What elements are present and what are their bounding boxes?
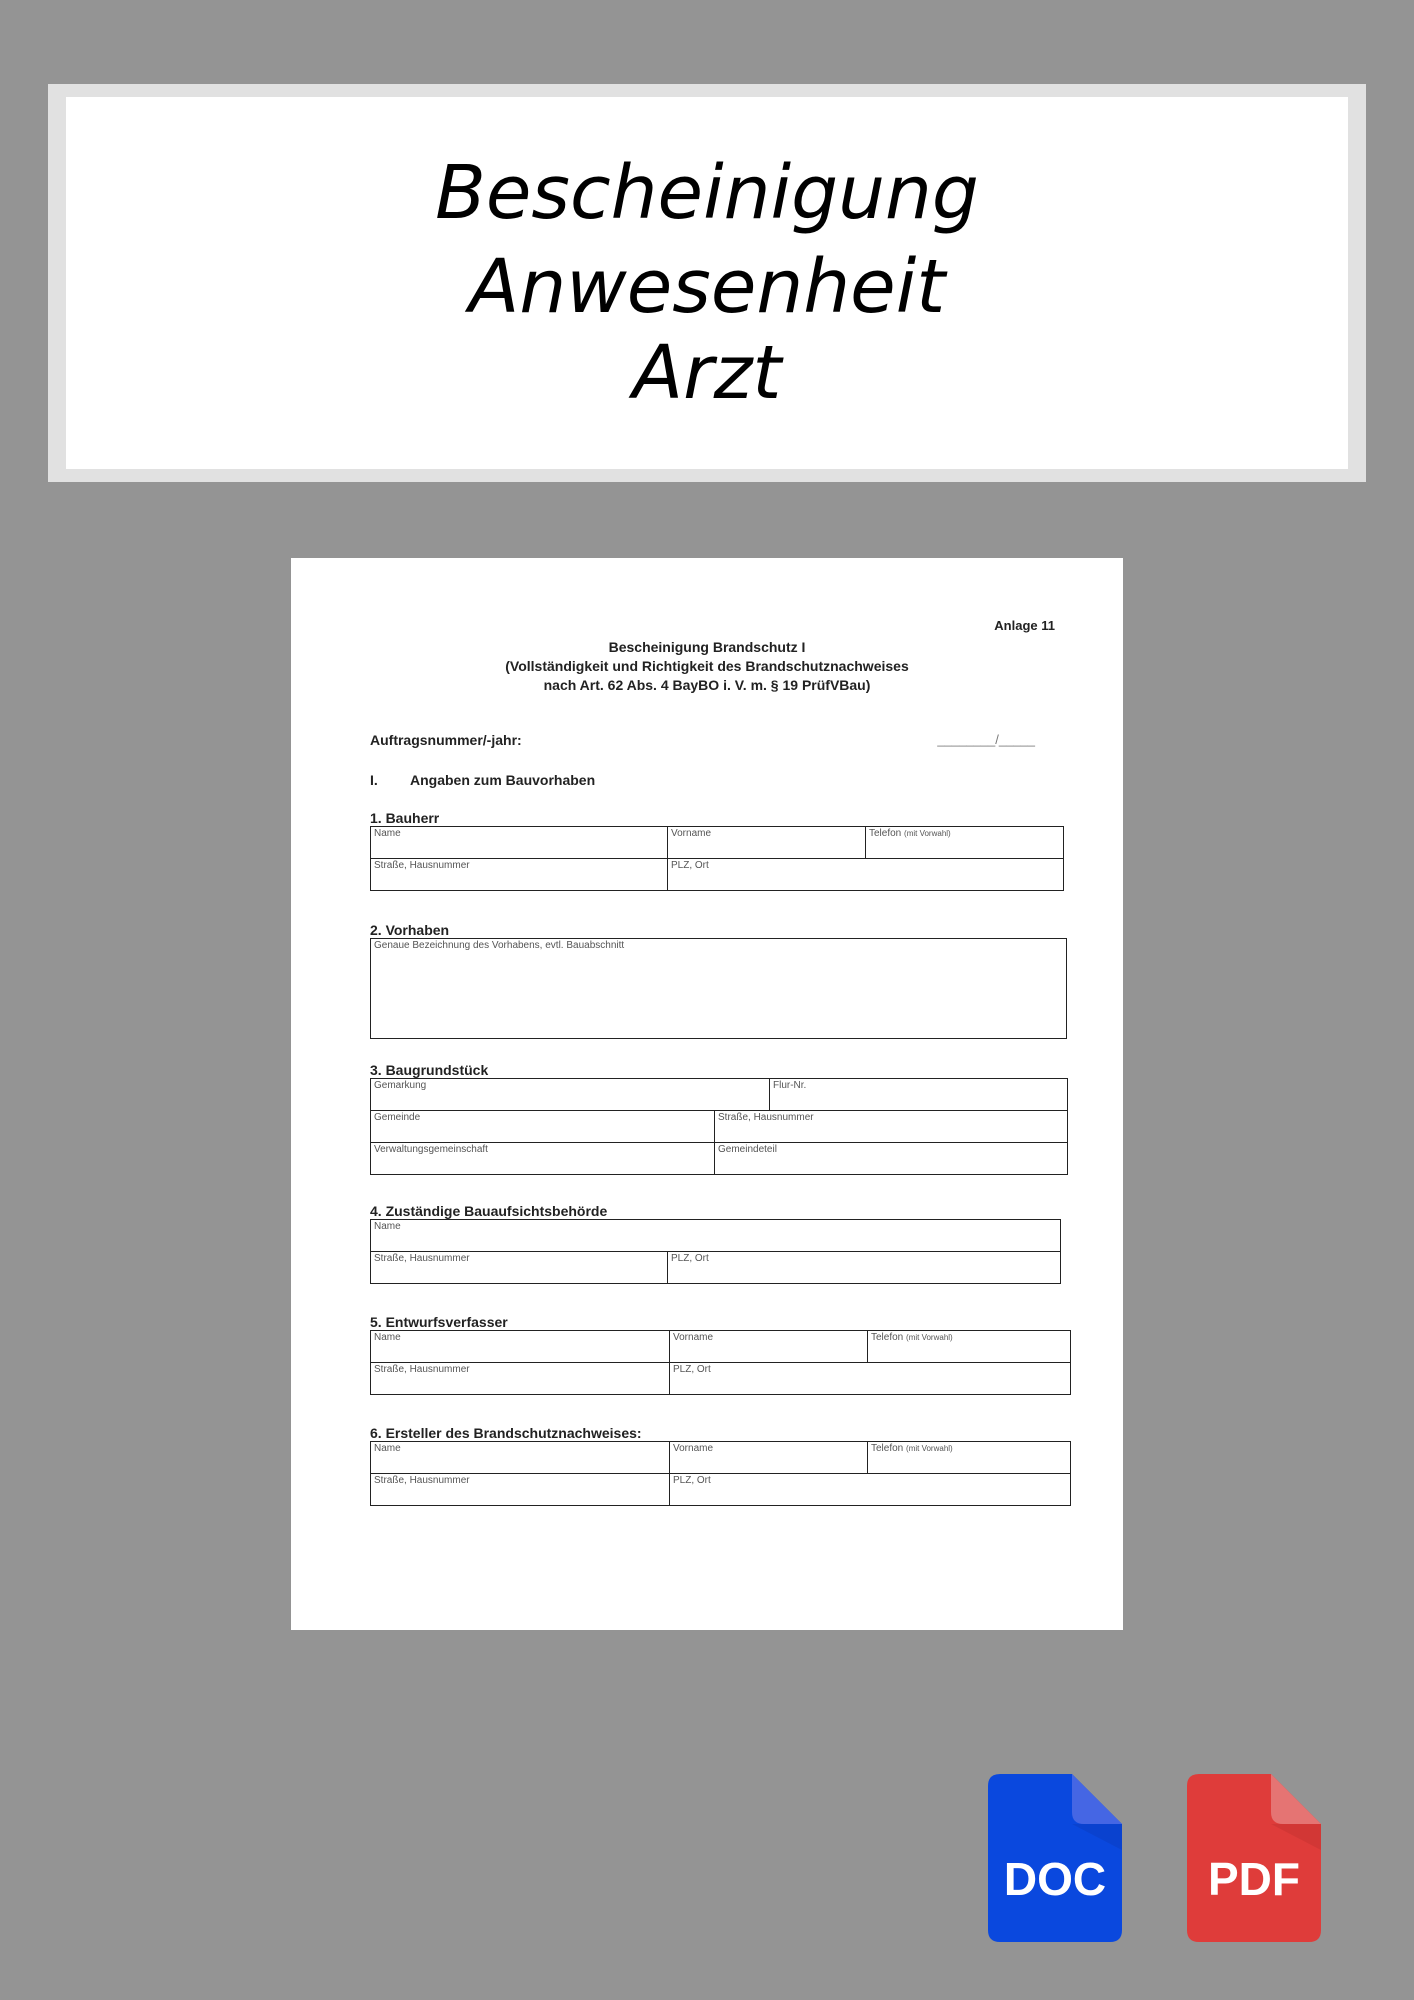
section-bauherr (370, 810, 1064, 891)
title-banner-inner (66, 97, 1348, 469)
field-flur-nr[interactable] (770, 1079, 1068, 1111)
field-label: Name (374, 1443, 401, 1454)
field-name[interactable] (371, 827, 668, 859)
document-preview[interactable] (291, 558, 1123, 1630)
section-vorhaben (370, 922, 1067, 1039)
field-gemeinde[interactable] (371, 1111, 715, 1143)
field-plz-ort[interactable] (668, 859, 1064, 891)
field-label: PLZ, Ort (671, 1253, 709, 1264)
field-hint: (mit Vorwahl) (906, 1333, 953, 1342)
part-title: Angaben zum Bauvorhaben (410, 772, 596, 788)
document-title (291, 638, 1123, 695)
field-label: Straße, Hausnummer (374, 1364, 470, 1375)
vorhaben-table (370, 938, 1067, 1039)
bauaufsicht-table (370, 1219, 1061, 1284)
pdf-label: PDF (1208, 1853, 1300, 1905)
section-title: 6. Ersteller des Brandschutznachweises: (370, 1425, 642, 1441)
field-label: Vorname (671, 828, 712, 839)
field-vorname[interactable] (670, 1442, 868, 1474)
field-label: Genaue Bezeichnung des Vorhabens, evtl. Bauabschnitt (374, 940, 625, 951)
section-baugrundstueck (370, 1062, 1068, 1175)
field-label: Straße, Hausnummer (374, 1253, 470, 1264)
field-label: Name (374, 1221, 401, 1232)
section-title: 5. Entwurfsverfasser (370, 1314, 508, 1330)
field-label: Flur-Nr. (773, 1080, 807, 1091)
doc-label: DOC (1003, 1853, 1107, 1905)
field-hint: (mit Vorwahl) (906, 1444, 953, 1453)
field-name[interactable] (371, 1442, 670, 1474)
field-label: Vorname (673, 1332, 714, 1343)
field-plz-ort[interactable] (670, 1474, 1071, 1506)
order-number-label: Auftragsnummer/-jahr: (370, 732, 522, 748)
field-vorhaben-bezeichnung[interactable] (371, 939, 1067, 1039)
document-title-line-3: nach Art. 62 Abs. 4 BayBO i. V. m. § 19 PrüfVBau) (543, 677, 871, 693)
download-pdf-button[interactable] (1187, 1774, 1321, 1942)
field-name[interactable] (371, 1331, 670, 1363)
title-line-3: Arzt (632, 330, 782, 416)
field-verwaltungsgemeinschaft[interactable] (371, 1143, 715, 1175)
section-title: 3. Baugrundstück (370, 1062, 489, 1078)
field-label: Straße, Hausnummer (374, 860, 470, 871)
field-label: Straße, Hausnummer (718, 1112, 814, 1123)
field-plz-ort[interactable] (668, 1252, 1061, 1284)
field-label: Telefon (871, 1332, 904, 1343)
section-title: 2. Vorhaben (370, 922, 450, 938)
field-gemeindeteil[interactable] (715, 1143, 1068, 1175)
document-title-line-2: (Vollständigkeit und Richtigkeit des Brandschutznachweises (505, 658, 909, 674)
field-label: Telefon (871, 1443, 904, 1454)
field-gemarkung[interactable] (371, 1079, 770, 1111)
baugrundstueck-table (370, 1078, 1068, 1175)
field-strasse[interactable] (371, 859, 668, 891)
field-vorname[interactable] (668, 827, 866, 859)
section-entwurfsverfasser (370, 1314, 1071, 1395)
field-label: Telefon (869, 828, 902, 839)
section-title: 1. Bauherr (370, 810, 440, 826)
field-telefon[interactable] (868, 1442, 1071, 1474)
field-hint: (mit Vorwahl) (904, 829, 951, 838)
field-label: Name (374, 1332, 401, 1343)
field-label: Straße, Hausnummer (374, 1475, 470, 1486)
field-label: Gemarkung (374, 1080, 427, 1091)
field-vorname[interactable] (670, 1331, 868, 1363)
field-label: Gemeinde (374, 1112, 421, 1123)
field-strasse[interactable] (371, 1474, 670, 1506)
section-title: 4. Zuständige Bauaufsichtsbehörde (370, 1203, 608, 1219)
title-banner (48, 84, 1366, 482)
field-label: PLZ, Ort (671, 860, 709, 871)
part-number: I. (370, 772, 378, 788)
field-label: Name (374, 828, 401, 839)
section-ersteller-brandschutznachweis (370, 1425, 1071, 1506)
annex-label: Anlage 11 (994, 618, 1055, 633)
section-bauaufsichtsbehoerde (370, 1203, 1061, 1284)
field-telefon[interactable] (866, 827, 1064, 859)
field-label: Gemeindeteil (718, 1144, 777, 1155)
field-plz-ort[interactable] (670, 1363, 1071, 1395)
title-line-1: Bescheinigung (435, 150, 979, 236)
title-line-2: Anwesenheit (468, 244, 946, 330)
download-doc-button[interactable] (988, 1774, 1122, 1942)
field-label: Vorname (673, 1443, 714, 1454)
field-telefon[interactable] (868, 1331, 1071, 1363)
order-number-field[interactable]: ________/_____ (937, 732, 1035, 747)
document-title-line-1: Bescheinigung Brandschutz I (608, 639, 806, 655)
field-label: PLZ, Ort (673, 1475, 711, 1486)
field-label: Verwaltungsgemeinschaft (374, 1144, 488, 1155)
field-name[interactable] (371, 1220, 1061, 1252)
part-heading (370, 772, 595, 788)
field-label: PLZ, Ort (673, 1364, 711, 1375)
entwurfsverfasser-table (370, 1330, 1071, 1395)
field-strasse[interactable] (715, 1111, 1068, 1143)
ersteller-table (370, 1441, 1071, 1506)
bauherr-table (370, 826, 1064, 891)
field-strasse[interactable] (371, 1252, 668, 1284)
field-strasse[interactable] (371, 1363, 670, 1395)
